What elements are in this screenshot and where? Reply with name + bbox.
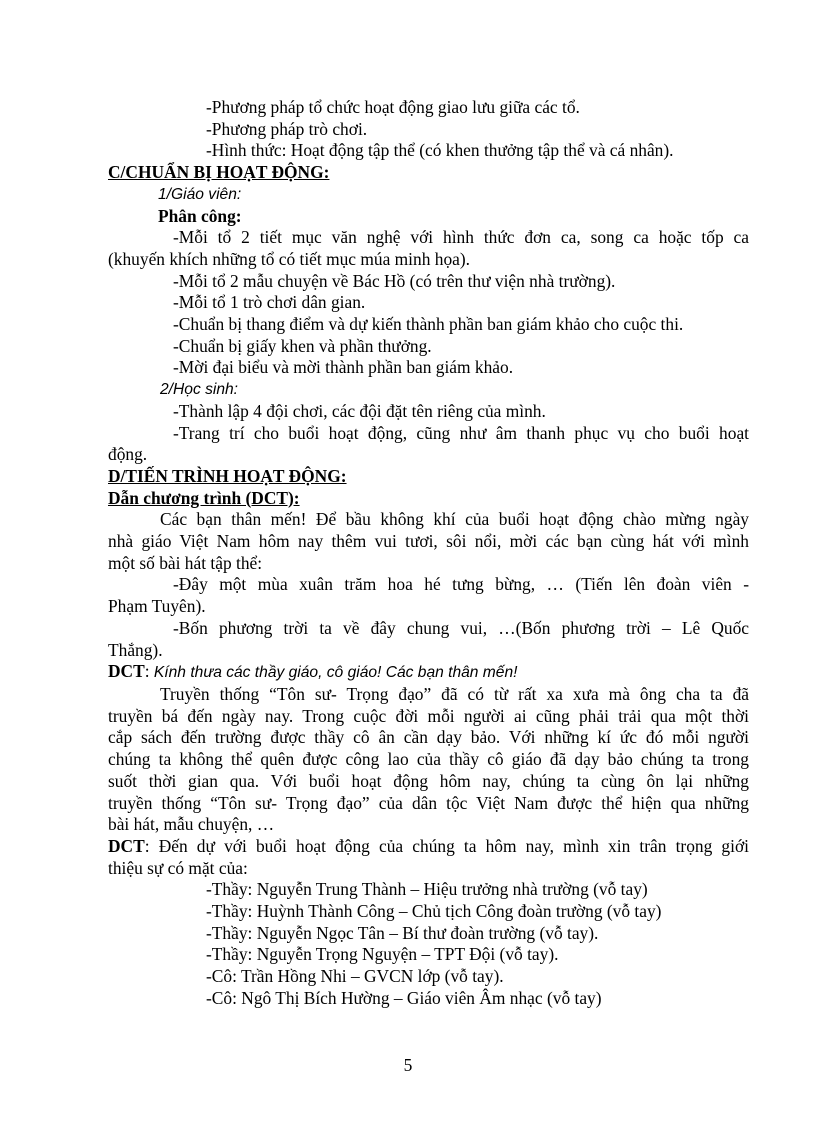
- student-heading: 2/Học sinh:: [160, 381, 239, 399]
- teacher-heading: 1/Giáo viên:: [158, 185, 242, 203]
- guest-item: -Thầy: Huỳnh Thành Công – Chủ tịch Công đoàn trường (vỗ tay): [206, 901, 662, 922]
- assignment-label: Phân công:: [158, 205, 242, 226]
- teacher-item: (khuyến khích những tổ có tiết mục múa minh họa).: [108, 248, 470, 269]
- student-item: -Trang trí cho buổi hoạt động, cũng như âm thanh phục vụ cho buổi hoạt: [173, 422, 749, 443]
- teacher-item: -Mời đại biểu và mời thành phần ban giám khảo.: [173, 357, 514, 378]
- mc-label: Dẫn chương trình (DCT):: [108, 487, 300, 508]
- tradition-line: truyền thống “Tôn sư- Trọng đạo” của dân tộc Việt Nam được thể hiện qua những: [108, 792, 749, 813]
- tradition-line: Truyền thống “Tôn sư- Trọng đạo” đã có từ rất xa xưa mà ông cha ta đã: [160, 683, 749, 704]
- greeting-line: DCT: Kính thưa các thầy giáo, cô giáo! Các bạn thân mến!: [108, 661, 518, 682]
- guest-item: -Cô: Ngô Thị Bích Hường – Giáo viên Âm nhạc (vỗ tay): [206, 987, 602, 1008]
- method-line: -Hình thức: Hoạt động tập thể (có khen thưởng tập thể và cá nhân).: [206, 140, 674, 161]
- song-line: -Đây một mùa xuân trăm hoa hé tưng bừng, … (Tiến lên đoàn viên -: [173, 574, 749, 595]
- section-c-heading: C/CHUẨN BỊ HOẠT ĐỘNG:: [108, 162, 330, 183]
- teacher-item: -Mỗi tổ 2 mẫu chuyện về Bác Hồ (có trên thư viện nhà trường).: [173, 270, 616, 291]
- teacher-item: -Chuẩn bị thang điểm và dự kiến thành phần ban giám khảo cho cuộc thi.: [173, 314, 684, 335]
- method-line: -Phương pháp trò chơi.: [206, 118, 368, 139]
- teacher-item: -Chuẩn bị giấy khen và phần thưởng.: [173, 335, 432, 356]
- guest-item: -Thầy: Nguyễn Trung Thành – Hiệu trưởng nhà trường (vỗ tay): [206, 879, 648, 900]
- student-item: -Thành lập 4 đội chơi, các đội đặt tên riêng của mình.: [173, 400, 546, 421]
- intro-line: nhà giáo Việt Nam hôm nay thêm vui tươi, sôi nổi, mời các bạn cùng hát với mình: [108, 531, 749, 552]
- intro-line: một số bài hát tập thể:: [108, 552, 263, 573]
- intro-guests-text: : Đến dự với buổi hoạt động của chúng ta hôm nay, mình xin trân trọng giới: [144, 835, 749, 856]
- song-line: -Bốn phương trời ta về đây chung vui, …(Bốn phương trời – Lê Quốc: [173, 617, 749, 638]
- section-d-heading: D/TIẾN TRÌNH HOẠT ĐỘNG:: [108, 465, 347, 486]
- page-number: 5: [403, 1055, 413, 1075]
- student-item: động.: [108, 444, 148, 465]
- dct-label: DCT: [108, 661, 145, 682]
- intro-guests-line: thiệu sự có mặt của:: [108, 857, 248, 878]
- guest-item: -Thầy: Nguyễn Trọng Nguyện – TPT Đội (vỗ tay).: [206, 944, 559, 965]
- tradition-line: truyền bá đến ngày nay. Trong cuộc đời mỗi người ai cũng phải trải qua một thời: [108, 705, 749, 726]
- document-page: [108, 97, 749, 1010]
- intro-guests-line: [108, 836, 749, 858]
- teacher-item: -Mỗi tổ 2 tiết mục văn nghệ với hình thức đơn ca, song ca hoặc tốp ca: [173, 227, 749, 248]
- dct-label: DCT: [108, 835, 145, 856]
- tradition-line: bài hát, mẫu chuyện, …: [108, 814, 275, 835]
- teacher-item: -Mỗi tổ 1 trò chơi dân gian.: [173, 292, 366, 313]
- intro-line: Các bạn thân mến! Để bầu không khí của buổi hoạt động chào mừng ngày: [160, 509, 749, 530]
- tradition-line: cắp sách đến trường được thầy cô ân cần dạy bảo. Với những kí ức đó mỗi người: [108, 727, 749, 748]
- greeting-text: Kính thưa các thầy giáo, cô giáo! Các bạn thân mến!: [153, 664, 518, 682]
- song-line: Thắng).: [108, 639, 163, 660]
- method-line: -Phương pháp tổ chức hoạt động giao lưu giữa các tổ.: [206, 97, 580, 117]
- tradition-line: suốt thời gian qua. Với buổi hoạt động hôm nay, chúng ta cùng ôn lại những: [108, 770, 749, 791]
- tradition-line: chúng ta không thể quên được công lao của thầy cô giáo đã dạy bảo chúng ta trong: [108, 749, 749, 770]
- guest-item: -Cô: Trần Hồng Nhi – GVCN lớp (vỗ tay).: [206, 966, 504, 987]
- song-line: Phạm Tuyên).: [108, 596, 206, 617]
- guest-item: -Thầy: Nguyễn Ngọc Tân – Bí thư đoàn trường (vỗ tay).: [206, 922, 599, 943]
